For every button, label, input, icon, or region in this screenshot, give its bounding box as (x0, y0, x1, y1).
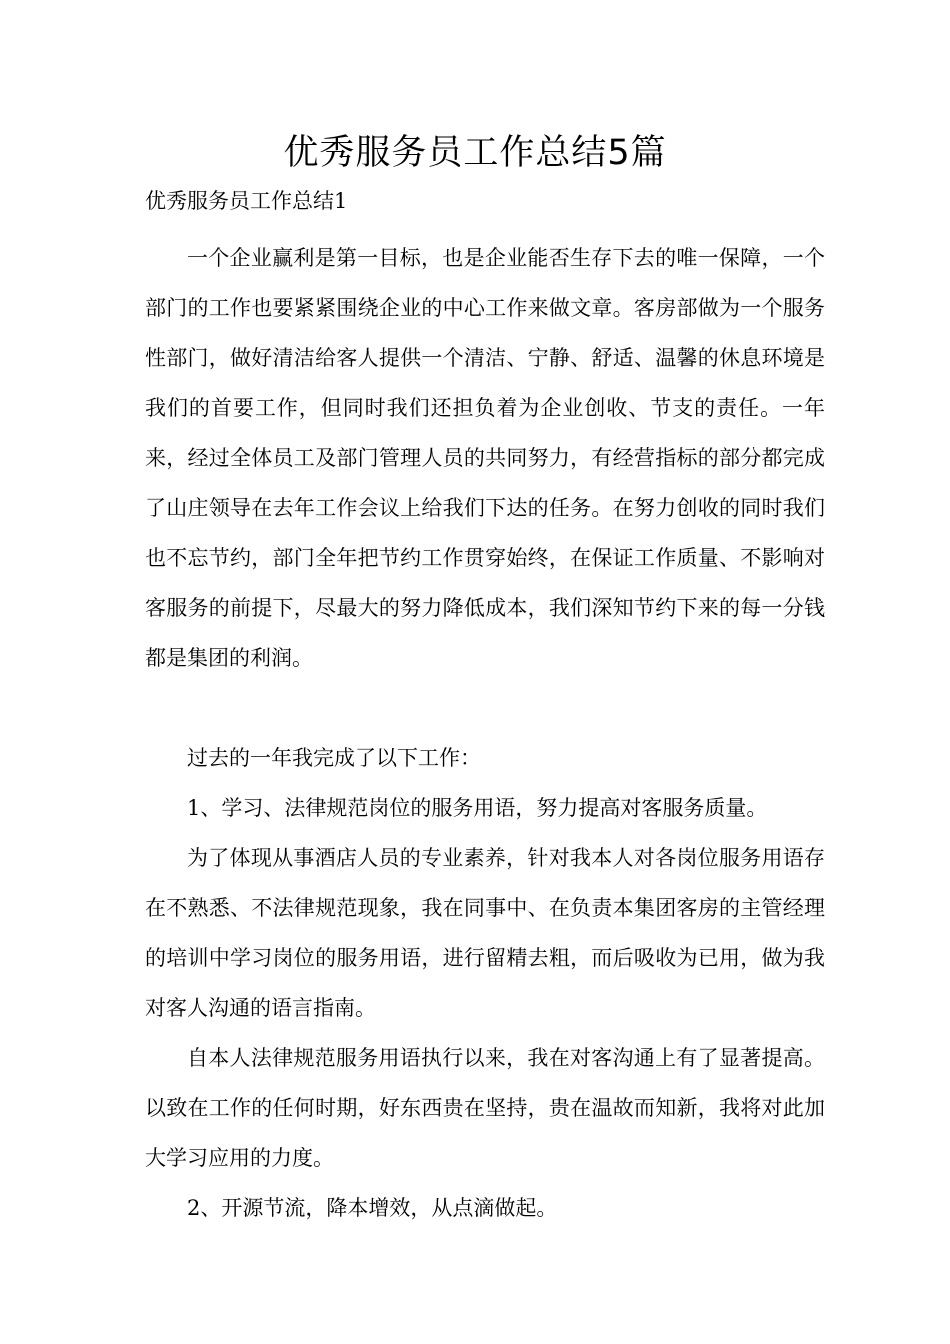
paragraph-item-1-result: 自本人法律规范服务用语执行以来，我在对客沟通上有了显著提高。以致在工作的任何时期，好东西贵在坚持，贵在温故而知新，我将对此加大学习应用的力度。 (145, 1046, 825, 1170)
paragraph-intro: 一个企业赢利是第一目标，也是企业能否生存下去的唯一保障，一个部门的工作也要紧紧围绕企业的中心工作来做文章。客房部做为一个服务性部门，做好清洁给客人提供一个清洁、宁静、舒适、温馨的休息环境是我们的首要工作，但同时我们还担负着为企业创收、节支的责任。一年来，经过全体员工及部门管理人员的共同努力，有经营指标的部分都完成了山庄领导在去年工作会议上给我们下达的任务。在努力创收的同时我们也不忘节约，部门全年把节约工作贯穿始终，在保证工作质量、不影响对客服务的前提下，尽最大的努力降低成本，我们深知节约下来的每一分钱都是集团的利润。 (145, 246, 825, 670)
paragraph-spacer (145, 683, 825, 733)
document-title: 优秀服务员工作总结5篇 (283, 133, 667, 173)
document-body (145, 233, 825, 1233)
paragraph-work-list-heading: 过去的一年我完成了以下工作： (187, 746, 481, 770)
paragraph-item-1-detail: 为了体现从事酒店人员的专业素养，针对我本人对各岗位服务用语存在不熟悉、不法律规范现象，我在同事中、在负责本集团客房的主管经理的培训中学习岗位的服务用语，进行留精去粗，而后吸收为已用，做为我对客人沟通的语言指南。 (145, 846, 825, 1020)
section-subtitle: 优秀服务员工作总结1 (145, 189, 348, 213)
paragraph-item-2-heading: 2、开源节流，降本增效，从点滴做起。 (187, 1196, 558, 1220)
paragraph-item-1-heading: 1、学习、法律规范岗位的服务用语，努力提高对客服务质量。 (187, 796, 768, 820)
